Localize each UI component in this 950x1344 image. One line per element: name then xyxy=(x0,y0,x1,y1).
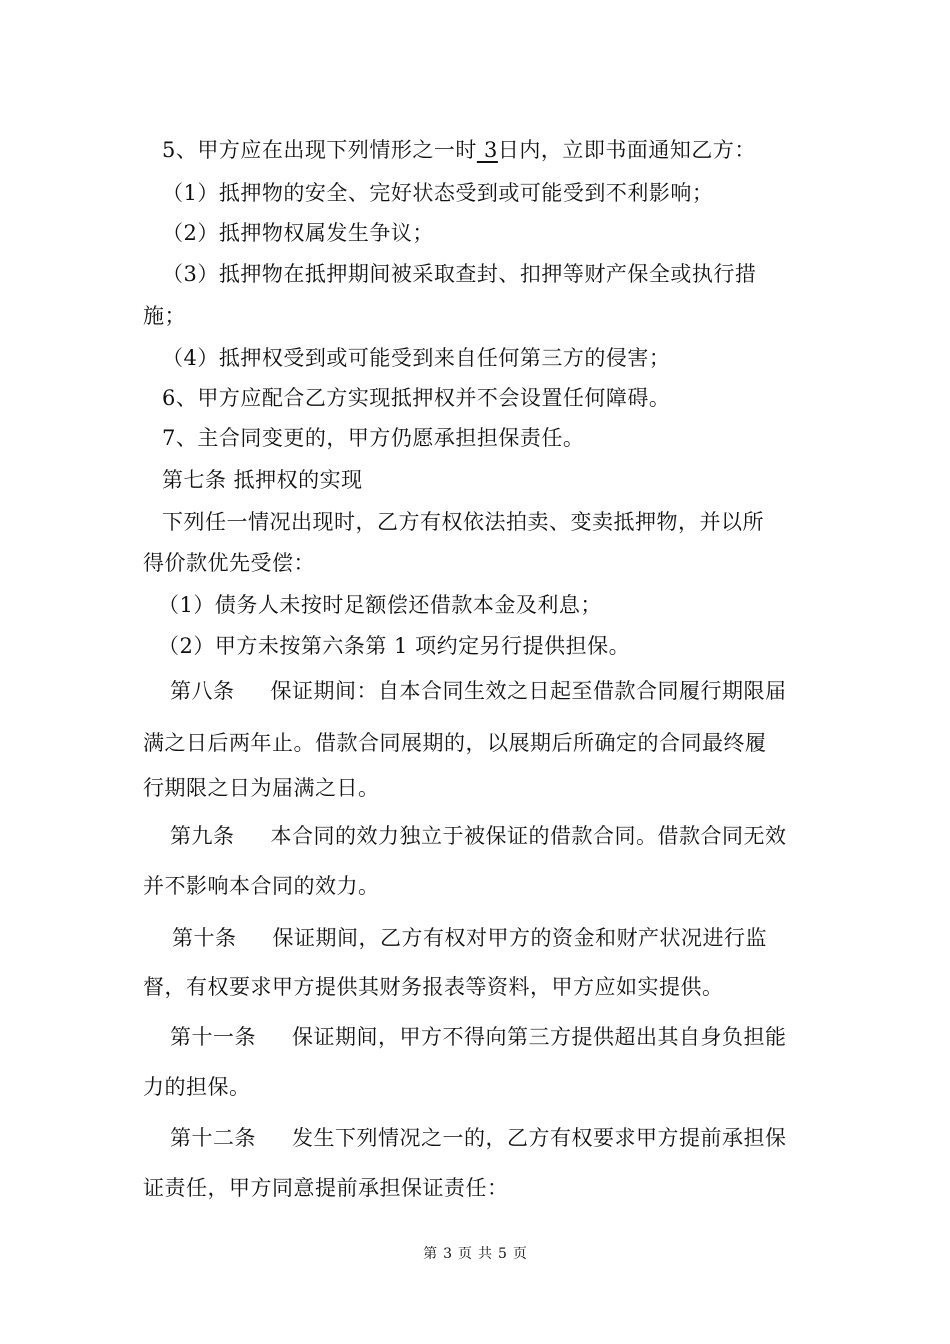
clause-line xyxy=(172,923,767,953)
text-line: 力的担保。 xyxy=(143,1075,251,1099)
clause-number: 第十二条 xyxy=(170,1126,256,1150)
text-line: 下列任一情况出现时，乙方有权依法拍卖、变卖抵押物，并以所 xyxy=(162,510,764,534)
footer-text: 页 xyxy=(512,1246,527,1262)
clause-line xyxy=(170,676,787,706)
text-line: 7、主合同变更的，甲方仍愿承担担保责任。 xyxy=(162,426,585,450)
clause-number: 第十一条 xyxy=(170,1025,256,1049)
text-line: （2）抵押物权属发生争议； xyxy=(162,221,434,245)
clause-text: 保证期间，甲方不得向第三方提供超出其自身负担能 xyxy=(292,1025,787,1049)
text-segment: 5、甲方应在出现下列情形之一时 xyxy=(162,138,477,162)
text-line: 得价款优先受偿： xyxy=(143,551,315,575)
current-page-number: 3 xyxy=(443,1246,452,1262)
text-line: 证责任，甲方同意提前承担保证责任： xyxy=(143,1176,509,1200)
text-segment: 日内，立即书面通知乙方： xyxy=(497,138,756,162)
footer-text: 共 xyxy=(478,1246,492,1262)
clause-text: 保证期间，乙方有权对甲方的资金和财产状况进行监 xyxy=(272,926,767,950)
section-heading: 第七条 抵押权的实现 xyxy=(162,468,363,492)
footer-text: 第 xyxy=(423,1246,438,1262)
clause-line xyxy=(170,1123,787,1153)
text-line: （1）抵押物的安全、完好状态受到或可能受到不利影响； xyxy=(162,181,714,205)
text-line: 并不影响本合同的效力。 xyxy=(143,874,380,898)
clause-number: 第十条 xyxy=(172,926,237,950)
total-page-count: 5 xyxy=(498,1246,507,1262)
text-line: 满之日后两年止。借款合同展期的，以展期后所确定的合同最终履 xyxy=(143,731,767,755)
text-line: 行期限之日为届满之日。 xyxy=(143,776,380,800)
footer-text: 页 xyxy=(458,1246,472,1262)
clause-number: 第八条 xyxy=(170,679,235,703)
text-line xyxy=(162,135,756,165)
clause-text: 本合同的效力独立于被保证的借款合同。借款合同无效 xyxy=(270,824,787,848)
underlined-days: 3 xyxy=(476,138,498,162)
text-line: 施； xyxy=(143,304,186,328)
clause-text: 发生下列情况之一的，乙方有权要求甲方提前承担保 xyxy=(292,1126,787,1150)
text-line: （3）抵押物在抵押期间被采取查封、扣押等财产保全或执行措 xyxy=(162,262,757,286)
text-line: （4）抵押权受到或可能受到来自任何第三方的侵害； xyxy=(162,346,671,370)
text-line: 6、甲方应配合乙方实现抵押权并不会设置任何障碍。 xyxy=(162,386,671,410)
clause-line xyxy=(170,821,787,851)
clause-number: 第九条 xyxy=(170,824,235,848)
clause-text: 保证期间：自本合同生效之日起至借款合同履行期限届 xyxy=(270,679,787,703)
text-line: （2）甲方未按第六条第 1 项约定另行提供担保。 xyxy=(158,634,631,658)
text-line: （1）债务人未按时足额偿还借款本金及利息； xyxy=(158,593,602,617)
text-line: 督，有权要求甲方提供其财务报表等资料，甲方应如实提供。 xyxy=(143,975,724,999)
page-footer xyxy=(0,1244,950,1264)
clause-line xyxy=(170,1022,787,1052)
